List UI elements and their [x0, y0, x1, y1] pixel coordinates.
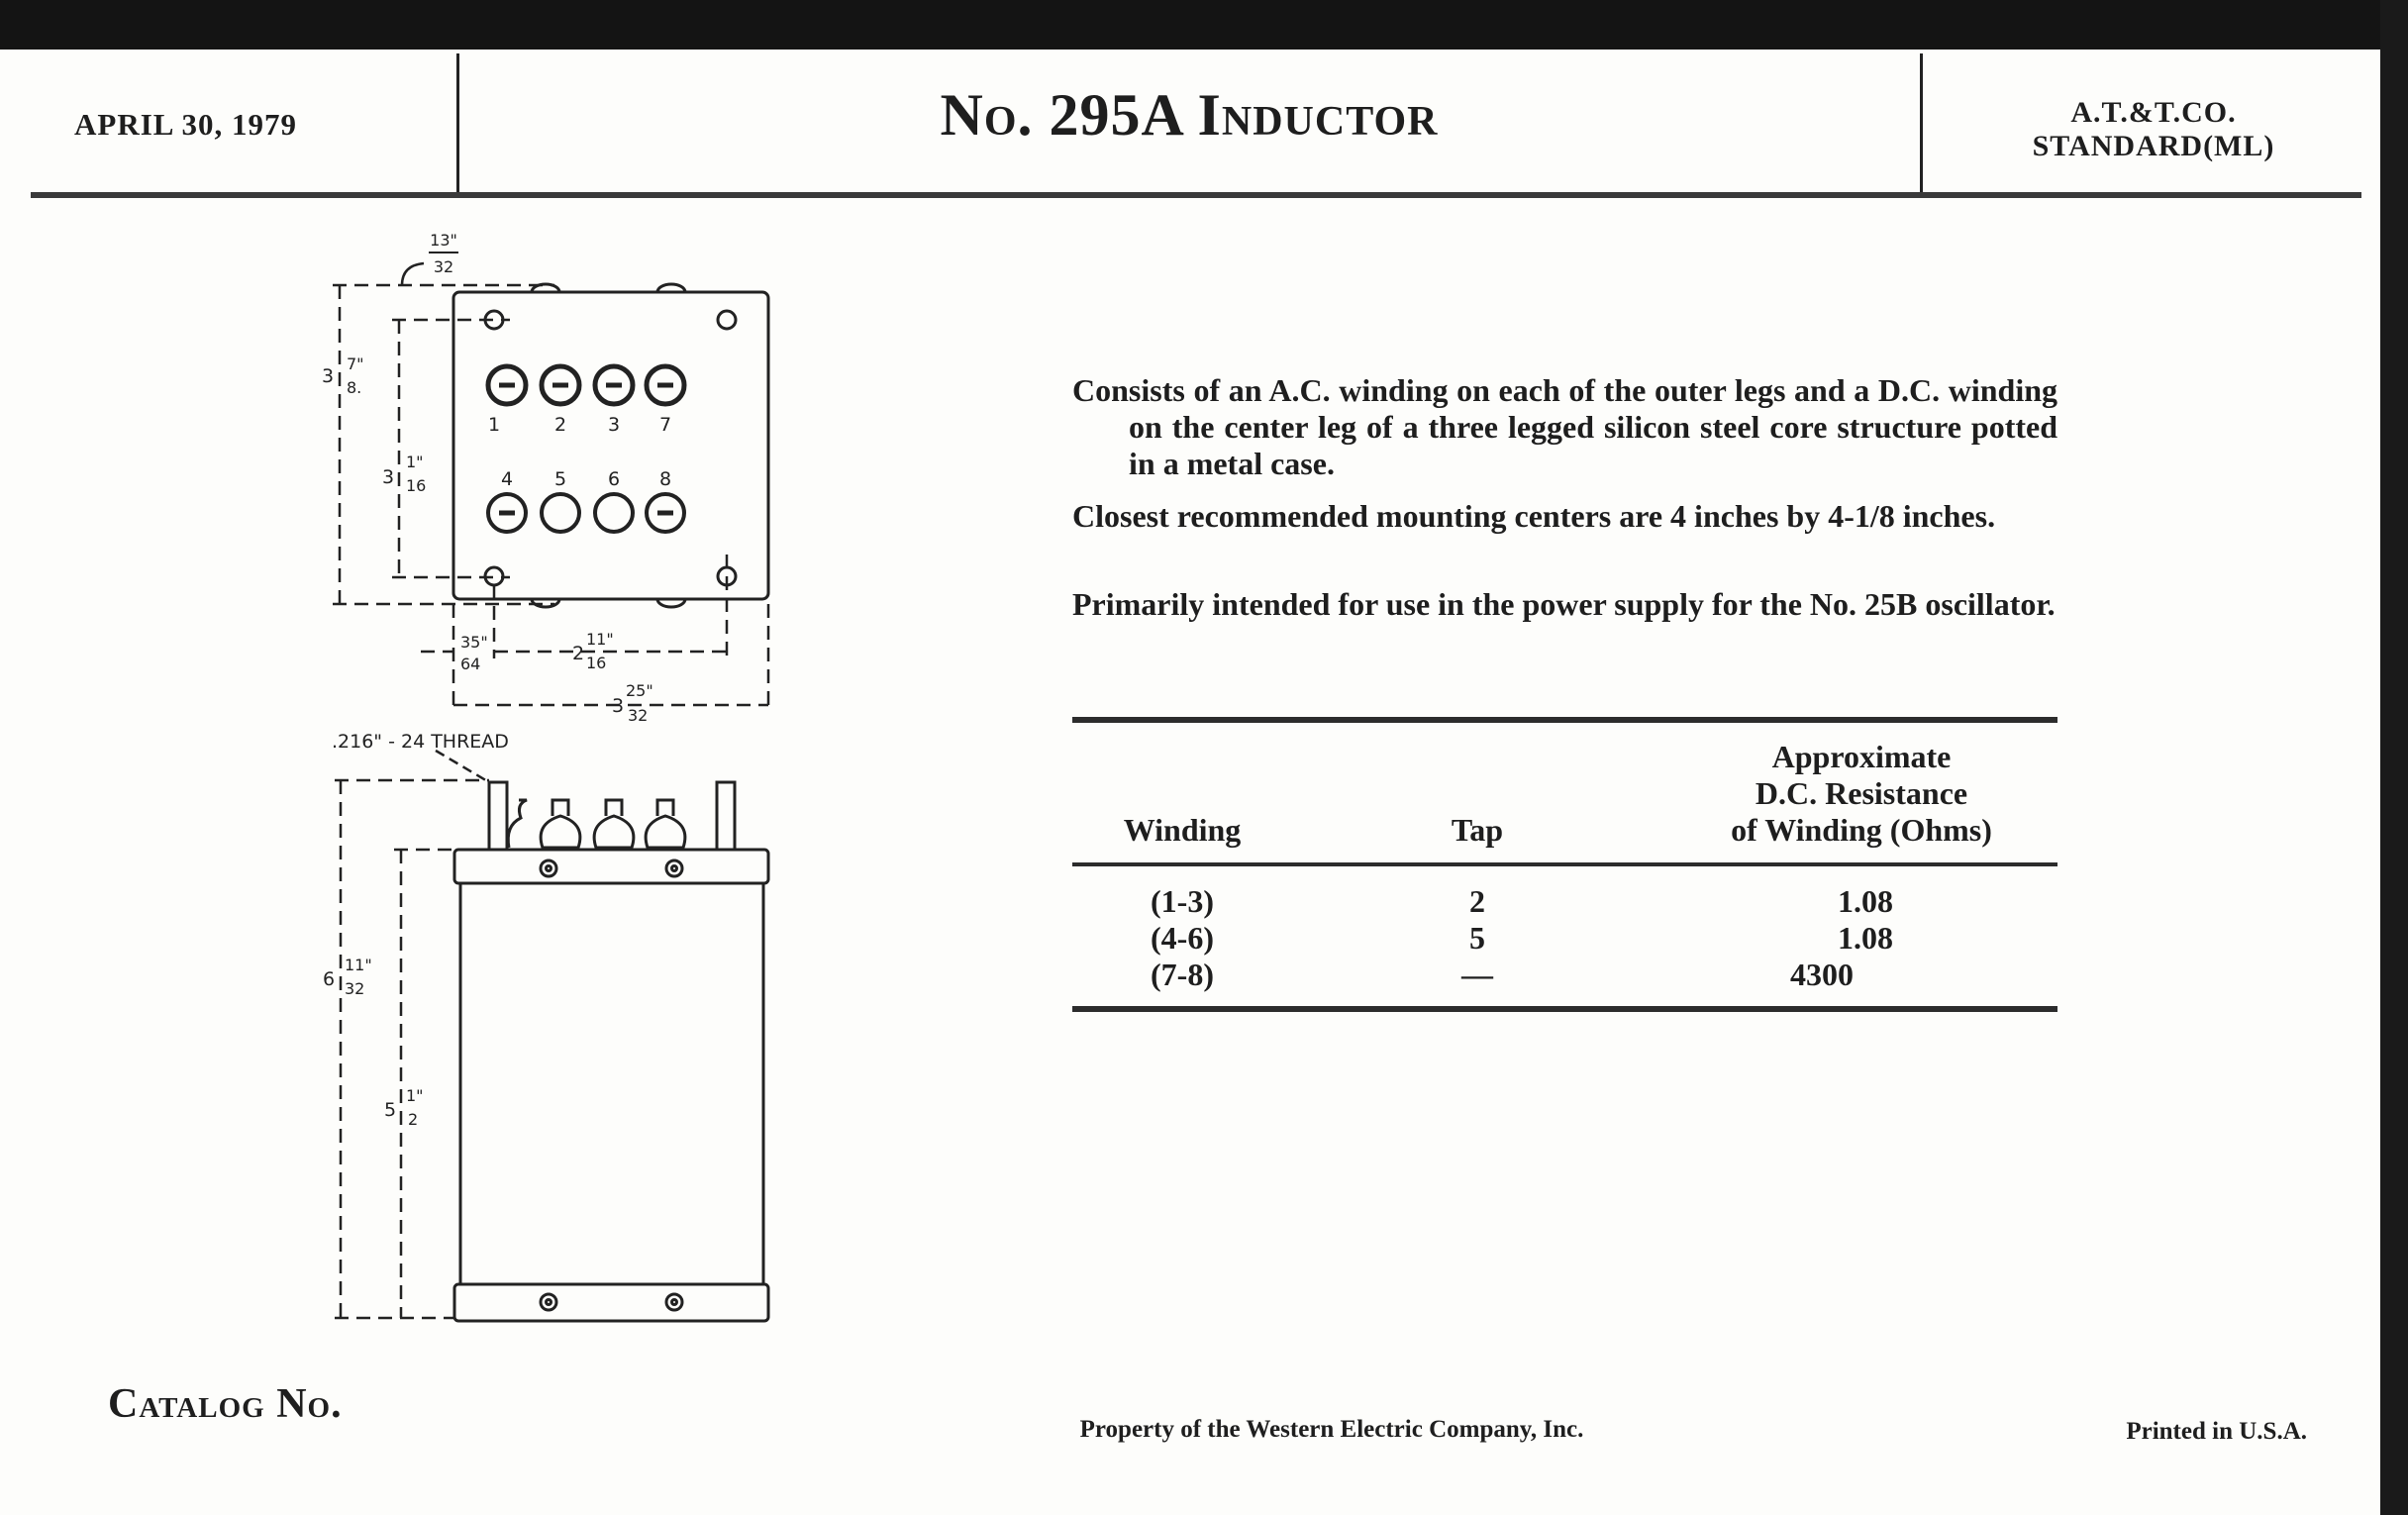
case-lugs [532, 284, 685, 607]
cell-resistance: 1.08 [1838, 883, 1893, 919]
printed-in-notice: Printed in U.S.A. [2126, 1418, 2307, 1445]
dim-height-outer-num: 7" [347, 354, 364, 373]
dim-hole-spacing-num: 11" [586, 630, 614, 649]
dim-hole-spacing-whole: 2 [572, 643, 585, 664]
side-view-bottom-band [454, 1284, 768, 1321]
dim-width-num: 25" [626, 681, 653, 700]
dimension-lines-side [335, 780, 489, 1318]
dim-case-height-den: 2 [408, 1110, 419, 1129]
cell-tap: 5 [1469, 920, 1485, 956]
terminal-insulators [508, 800, 685, 848]
band-screws [541, 860, 682, 1310]
issue-date: APRIL 30, 1979 [74, 107, 297, 142]
terminal-label: 2 [553, 414, 567, 436]
terminal-row-top [488, 366, 684, 404]
inductor-dimension-drawing [0, 0, 891, 1386]
terminal-label: 1 [487, 414, 501, 436]
terminal-label: 8 [658, 468, 672, 490]
table-bottom-rule [1072, 1006, 2057, 1012]
standard-line-2: STANDARD(ML) [2032, 130, 2275, 162]
dim-height-inner-den: 16 [406, 476, 427, 495]
resistance-header-line: D.C. Resistance [1755, 775, 1968, 811]
dim-total-height-num: 11" [345, 956, 372, 974]
dim-left-offset-den: 64 [460, 655, 481, 673]
cell-tap: — [1461, 957, 1493, 992]
terminal-label: 4 [500, 468, 514, 490]
leader-line [402, 263, 424, 285]
dim-height-inner-num: 1" [406, 453, 424, 471]
threaded-stud [489, 782, 507, 850]
dim-total-height-whole: 6 [323, 968, 336, 990]
terminal-label: 5 [553, 468, 567, 490]
dim-offset-den: 32 [433, 257, 454, 276]
terminal-row-bottom [488, 494, 684, 532]
column-header-winding: Winding [1123, 812, 1242, 848]
thread-leader [436, 751, 489, 782]
cell-resistance: 4300 [1790, 957, 1854, 992]
table-top-rule [1072, 717, 2057, 723]
dim-total-height-den: 32 [345, 979, 365, 998]
dim-case-height-num: 1" [406, 1086, 424, 1105]
dim-height-inner-whole: 3 [382, 466, 395, 488]
scan-border-right [2380, 0, 2408, 1515]
description-paragraph: Closest recommended mounting centers are 4 inches by 4-1/8 inches. [1072, 498, 1996, 534]
standard-label [1926, 96, 2381, 163]
dim-height-outer-whole: 3 [322, 365, 335, 387]
dim-height-outer-den: 8. [347, 378, 362, 397]
dim-hole-spacing-den: 16 [586, 654, 607, 672]
terminal-label: 7 [658, 414, 672, 436]
page-title: No. 295A Inductor [940, 82, 1439, 148]
dim-left-offset-num: 35" [460, 633, 488, 652]
catalog-number-label: Catalog No. [108, 1381, 343, 1427]
mounting-hole [718, 311, 736, 329]
cell-resistance: 1.08 [1838, 920, 1893, 956]
side-view-case-body [460, 883, 763, 1284]
dim-width-whole: 3 [612, 695, 625, 717]
terminal-label: 6 [607, 468, 621, 490]
standard-line-1: A.T.&T.CO. [2070, 96, 2237, 129]
column-header-tap: Tap [1451, 812, 1504, 848]
threaded-stud [717, 782, 735, 850]
top-view-case-outline [453, 292, 768, 599]
side-view-top-band [454, 850, 768, 883]
description-paragraph: Primarily intended for use in the power supply for the No. 25B oscillator. [1072, 586, 2056, 622]
cell-tap: 2 [1469, 883, 1485, 919]
thread-label: .216" - 24 THREAD [332, 731, 509, 753]
resistance-header-line: Approximate [1771, 739, 1952, 774]
dim-offset-num: 13" [430, 231, 457, 250]
resistance-header-line: of Winding (Ohms) [1731, 812, 1992, 848]
cell-winding: (1-3) [1151, 883, 1214, 919]
table-header-rule [1072, 862, 2057, 866]
cell-winding: (4-6) [1151, 920, 1214, 956]
dim-case-height-whole: 5 [384, 1099, 397, 1121]
cell-winding: (7-8) [1151, 957, 1214, 992]
terminal-label: 3 [607, 414, 621, 436]
property-notice: Property of the Western Electric Company, Inc. [1079, 1416, 1584, 1443]
column-header-resistance [1663, 739, 2059, 849]
dim-width-den: 32 [628, 706, 649, 725]
description-paragraph: Consists of an A.C. winding on each of the outer legs and a D.C. winding on the center leg of a three legged silicon steel core structure potted in a metal case. [1072, 372, 2057, 481]
